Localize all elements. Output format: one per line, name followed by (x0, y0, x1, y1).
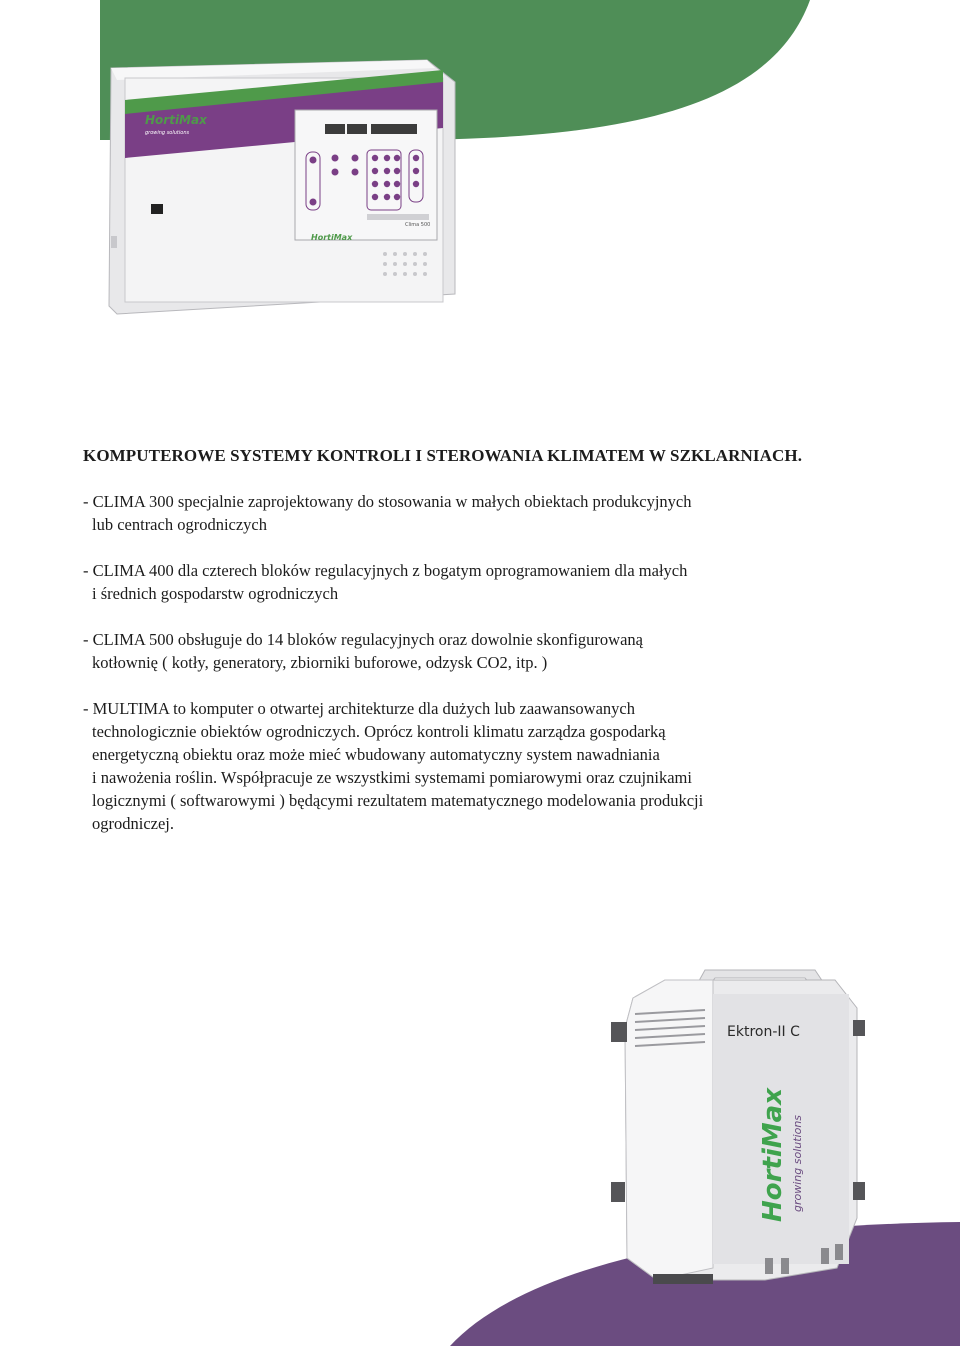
paragraph-line: technologicznie obiektów ogrodniczych. Oprócz kontroli klimatu zarządza gospodarką (92, 722, 666, 741)
paragraph-line: kotłownię ( kotły, generatory, zbiorniki buforowe, odzysk CO2, itp. ) (92, 653, 548, 672)
paragraph-line: - MULTIMA to komputer o otwartej architekturze dla dużych lub zaawansowanych (83, 699, 635, 718)
ektron-tagline: growing solutions (791, 1114, 804, 1212)
paragraph-line: - CLIMA 300 specjalnie zaprojektowany do stosowania w małych obiektach produkcyjnych (83, 492, 692, 511)
clima-brand: HortiMax (145, 113, 207, 127)
clima-tagline: growing solutions (145, 130, 190, 136)
paragraph-line: - CLIMA 500 obsługuje do 14 bloków regulacyjnych oraz dowolnie skonfigurowaną (83, 630, 643, 649)
page-heading: KOMPUTEROWE SYSTEMY KONTROLI I STEROWANIA KLIMATEM W SZKLARNIACH. (83, 446, 803, 465)
ektron-ii-c-device-image (605, 968, 870, 1288)
paragraph-clima-300 (83, 490, 903, 536)
document-body (83, 446, 903, 858)
ektron-model-label: Ektron-II C (727, 1024, 800, 1040)
clima-500-controller-image (105, 58, 457, 320)
paragraph-line: energetyczną obiektu oraz może mieć wbudowany automatyczny system nawadniania (92, 745, 660, 764)
paragraph-line: - CLIMA 400 dla czterech bloków regulacyjnych z bogatym oprogramowaniem dla małych (83, 561, 688, 580)
paragraph-clima-400 (83, 559, 903, 605)
clima-model-label: Clima 500 (405, 222, 431, 228)
paragraph-line: ogrodniczej. (92, 814, 175, 833)
paragraph-clima-500 (83, 628, 903, 674)
paragraph-line: logicznymi ( softwarowymi ) będącymi rezultatem matematycznego modelowania produkcji (92, 791, 704, 810)
paragraph-multima (83, 697, 903, 835)
ektron-brand: HortiMax (758, 1088, 788, 1222)
paragraph-line: i nawożenia roślin. Współpracuje ze wszystkimi systemami pomiarowymi oraz czujnikami (92, 768, 692, 787)
clima-brand-small: HortiMax (311, 233, 353, 242)
paragraph-line: i średnich gospodarstw ogrodniczych (92, 584, 339, 603)
paragraph-line: lub centrach ogrodniczych (92, 515, 268, 534)
